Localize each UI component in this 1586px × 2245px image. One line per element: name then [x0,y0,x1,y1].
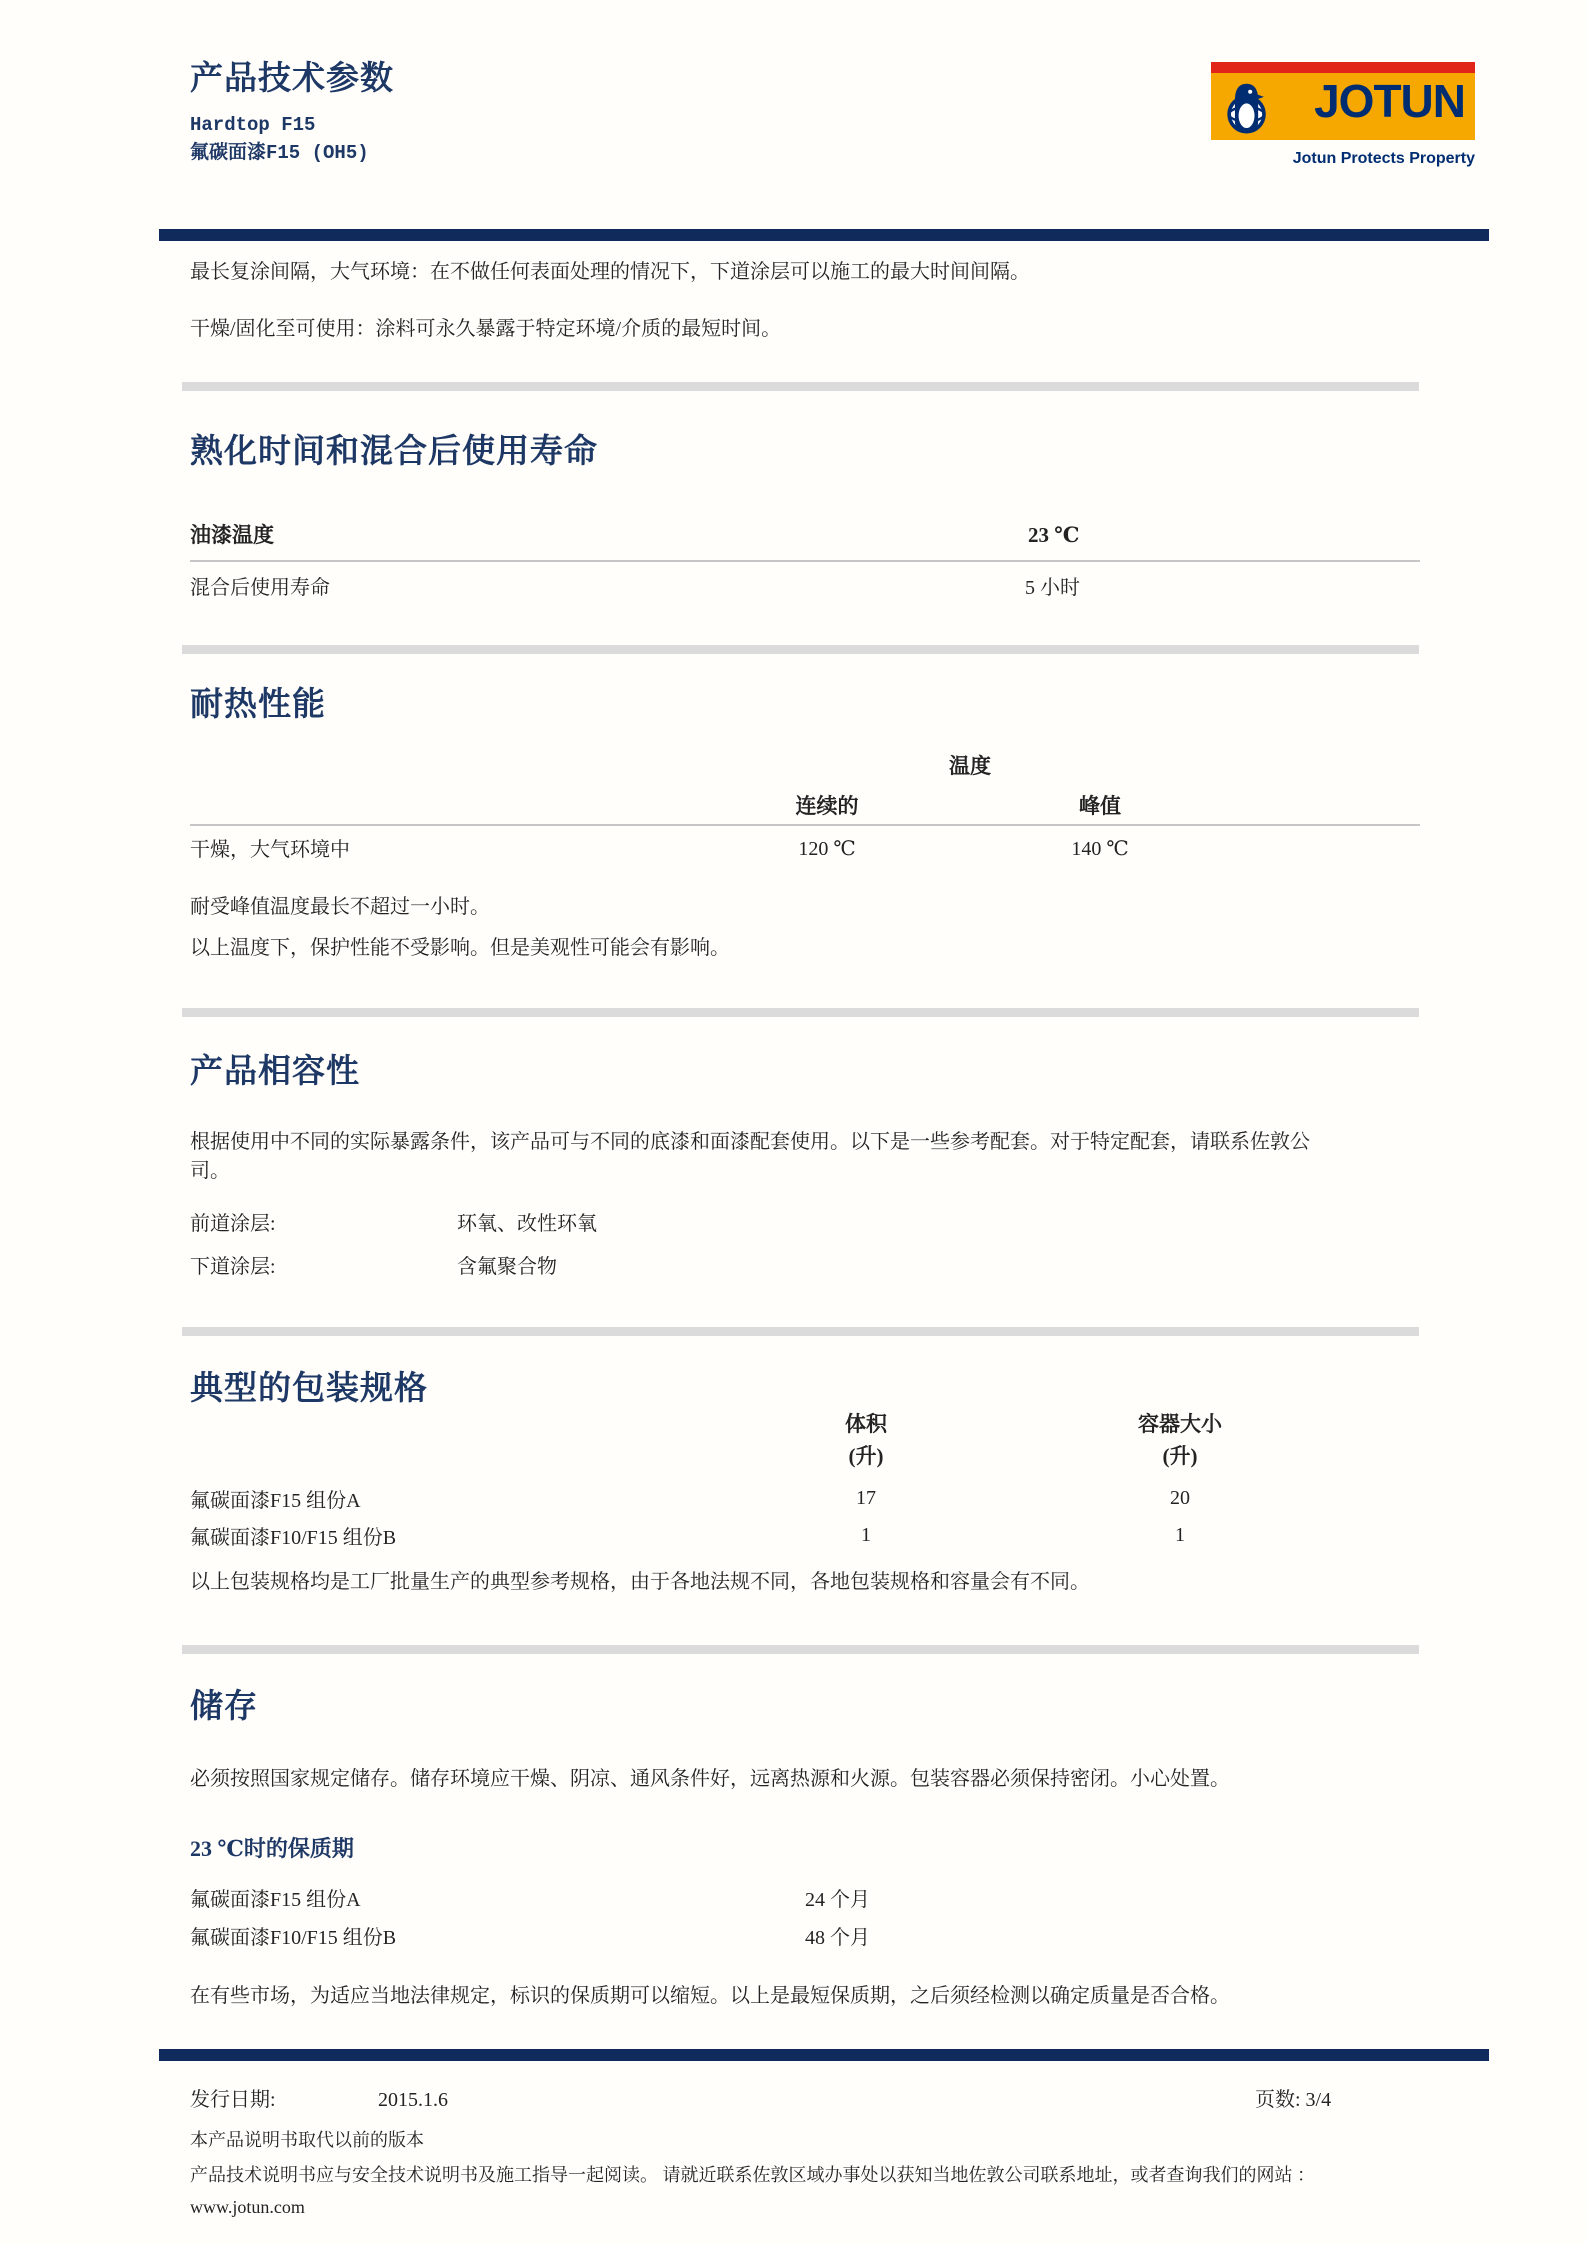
packaging-row-volume: 17 [856,1487,876,1509]
compat-row-label: 下道涂层: [190,1256,276,1278]
section-heading-compatibility: 产品相容性 [190,1054,360,1090]
packaging-col1-unit: (升) [848,1444,884,1468]
heat-row-value-peak: 140 ℃ [1071,838,1129,860]
heat-note-1: 耐受峰值温度最长不超过一小时。 [190,896,490,918]
shelf-row-value: 48 个月 [805,1927,870,1949]
product-name-cn: 氟碳面漆F15 (OH5) [190,142,369,164]
jotun-logo [1211,62,1475,140]
header-rule-bar [159,229,1489,241]
heat-group-header: 温度 [949,754,991,778]
compat-row-value: 含氟聚合物 [457,1256,557,1278]
packaging-row-volume: 1 [861,1524,871,1546]
packaging-row-size: 20 [1170,1487,1190,1509]
heat-col1-header: 连续的 [795,794,859,818]
section-heading-packaging: 典型的包装规格 [190,1371,428,1407]
page-title: 产品技术参数 [190,61,394,97]
footer-website: www.jotun.com [190,2197,305,2217]
packaging-row-label: 氟碳面漆F15 组份A [190,1490,361,1512]
shelf-row-value: 24 个月 [805,1889,870,1911]
section-heading-storage: 储存 [190,1689,258,1725]
intro-paragraph-1: 最长复涂间隔，大气环境：在不做任何表面处理的情况下，下道涂层可以施工的最大时间间隔。 [190,261,1030,283]
packaging-note: 以上包装规格均是工厂批量生产的典型参考规格，由于各地法规不同，各地包装规格和容量会有不同。 [190,1571,1090,1593]
compat-row-value: 环氧、改性环氧 [457,1213,597,1235]
shelf-life-note: 在有些市场，为适应当地法律规定，标识的保质期可以缩短。以上是最短保质期，之后须经检测以确定质量是否合格。 [190,1985,1230,2007]
curing-header-label: 油漆温度 [190,523,274,547]
page-number: 页数: 3/4 [1255,2089,1332,2111]
shelf-life-heading: 23 ℃时的保质期 [190,1836,354,1861]
packaging-row-size: 1 [1175,1524,1185,1546]
curing-row-value: 5 小时 [1025,577,1080,599]
penguin-globe-icon [1219,78,1277,141]
heat-note-2: 以上温度下，保护性能不受影响。但是美观性可能会有影响。 [190,937,730,959]
footer-line-1: 本产品说明书取代以前的版本 [190,2130,424,2150]
section-divider [182,1645,1419,1654]
heat-col2-header: 峰值 [1079,794,1121,818]
section-divider [182,382,1419,391]
curing-header-value: 23 ℃ [1028,523,1080,547]
section-divider [182,645,1419,654]
shelf-row-label: 氟碳面漆F10/F15 组份B [190,1927,397,1949]
curing-row-label: 混合后使用寿命 [190,577,330,599]
logo-brand-text: JOTUN [1314,75,1465,127]
section-divider [182,1008,1419,1017]
table-rule [190,560,1420,562]
footer-line-2: 产品技术说明书应与安全技术说明书及施工指导一起阅读。 请就近联系佐敦区域办事处以获知当地佐敦公司联系地址，或者查询我们的网站 ： [190,2165,1315,2185]
packaging-row-label: 氟碳面漆F10/F15 组份B [190,1527,397,1549]
logo-red-stripe [1211,62,1475,73]
packaging-col2-header: 容器大小 [1138,1412,1222,1436]
section-heading-heat: 耐热性能 [190,687,326,723]
logo-tagline: Jotun Protects Property [1292,150,1475,167]
section-divider [182,1327,1419,1336]
section-heading-curing: 熟化时间和混合后使用寿命 [190,434,598,470]
product-name-en: Hardtop F15 [190,114,316,136]
issue-date-value: 2015.1.6 [378,2089,448,2111]
heat-row-value-continuous: 120 ℃ [798,838,856,860]
footer-rule-bar [159,2049,1489,2061]
compatibility-intro: 根据使用中不同的实际暴露条件，该产品可与不同的底漆和面漆配套使用。以下是一些参考配套。对于特定配套，请联系佐敦公司。 [190,1131,1310,1182]
intro-paragraph-2: 干燥/固化至可使用：涂料可永久暴露于特定环境/介质的最短时间。 [190,318,782,340]
storage-intro: 必须按照国家规定储存。储存环境应干燥、阴凉、通风条件好，远离热源和火源。包装容器必须保持密闭。小心处置。 [190,1768,1230,1790]
shelf-row-label: 氟碳面漆F15 组份A [190,1889,361,1911]
table-rule [190,824,1420,826]
heat-row-label: 干燥，大气环境中 [190,839,350,861]
issue-date-label: 发行日期: [190,2089,276,2111]
packaging-col2-unit: (升) [1162,1444,1198,1468]
packaging-col1-header: 体积 [845,1412,887,1436]
compat-row-label: 前道涂层: [190,1213,276,1235]
